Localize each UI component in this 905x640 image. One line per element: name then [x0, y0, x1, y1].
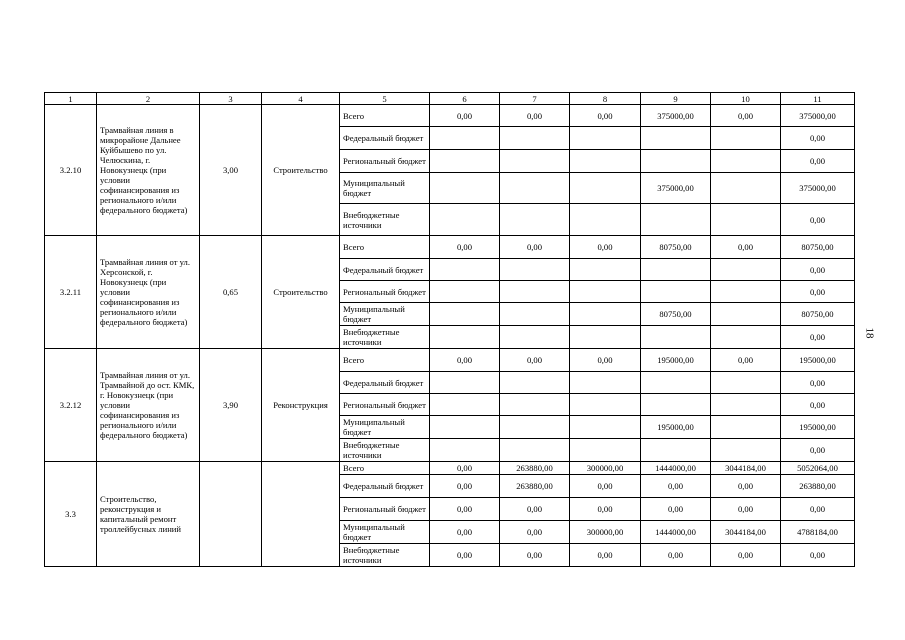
- amount-cell: [641, 372, 711, 394]
- amount-cell: 0,00: [641, 475, 711, 498]
- amount-cell: [570, 326, 641, 349]
- item-name: Трамвайная линия от ул. Трамвайной до ост. КМК, г. Новокузнецк (при условии софинансирования из регионального и/или федерального бюджета): [97, 349, 200, 462]
- funding-source: Всего: [340, 236, 430, 259]
- amount-cell: 0,00: [430, 349, 500, 372]
- amount-cell: [711, 259, 781, 281]
- amount-cell: [430, 281, 500, 303]
- amount-cell: [500, 394, 570, 416]
- amount-cell: 1444000,00: [641, 521, 711, 544]
- amount-cell: [500, 416, 570, 439]
- amount-cell: 0,00: [781, 498, 855, 521]
- amount-cell: 0,00: [500, 349, 570, 372]
- amount-cell: 0,00: [570, 475, 641, 498]
- amount-cell: 0,00: [711, 105, 781, 127]
- amount-cell: [500, 127, 570, 150]
- amount-cell: 375000,00: [641, 105, 711, 127]
- amount-cell: [430, 259, 500, 281]
- amount-cell: [711, 326, 781, 349]
- amount-cell: [641, 259, 711, 281]
- amount-cell: 195000,00: [641, 349, 711, 372]
- funding-source: Муниципальный бюджет: [340, 521, 430, 544]
- amount-cell: [430, 439, 500, 462]
- amount-cell: [500, 439, 570, 462]
- amount-cell: [430, 326, 500, 349]
- amount-cell: [641, 281, 711, 303]
- amount-cell: [711, 281, 781, 303]
- amount-cell: [500, 150, 570, 173]
- column-header: 11: [781, 93, 855, 105]
- amount-cell: 0,00: [711, 475, 781, 498]
- table-row: [45, 236, 855, 259]
- amount-cell: [641, 150, 711, 173]
- item-work-type: Строительство: [262, 105, 340, 236]
- column-header: 3: [200, 93, 262, 105]
- amount-cell: 375000,00: [781, 105, 855, 127]
- item-name: Трамвайная линия в микрорайоне Дальнее Куйбышево по ул. Челюскина, г. Новокузнецк (при условии софинансирования из регионального и/или федерального бюджета): [97, 105, 200, 236]
- item-work-type: Реконструкция: [262, 349, 340, 462]
- amount-cell: 375000,00: [641, 173, 711, 204]
- amount-cell: 0,00: [430, 475, 500, 498]
- amount-cell: 263880,00: [500, 475, 570, 498]
- amount-cell: [570, 204, 641, 236]
- amount-cell: [641, 394, 711, 416]
- item-work-type: [262, 462, 340, 567]
- amount-cell: [430, 416, 500, 439]
- amount-cell: 0,00: [570, 498, 641, 521]
- amount-cell: [430, 173, 500, 204]
- amount-cell: [711, 394, 781, 416]
- page-number: 18: [863, 327, 876, 339]
- amount-cell: [500, 372, 570, 394]
- amount-cell: 0,00: [781, 281, 855, 303]
- item-work-type: Строительство: [262, 236, 340, 349]
- amount-cell: [711, 372, 781, 394]
- item-length: [200, 462, 262, 567]
- amount-cell: [430, 127, 500, 150]
- amount-cell: 0,00: [641, 498, 711, 521]
- amount-cell: [711, 173, 781, 204]
- item-code: 3.2.12: [45, 349, 97, 462]
- amount-cell: [500, 173, 570, 204]
- amount-cell: [570, 416, 641, 439]
- amount-cell: 0,00: [570, 236, 641, 259]
- amount-cell: 80750,00: [641, 236, 711, 259]
- amount-cell: [711, 127, 781, 150]
- funding-source: Федеральный бюджет: [340, 372, 430, 394]
- amount-cell: [570, 394, 641, 416]
- amount-cell: 1444000,00: [641, 462, 711, 475]
- amount-cell: [570, 439, 641, 462]
- amount-cell: [570, 259, 641, 281]
- item-length: 0,65: [200, 236, 262, 349]
- amount-cell: 0,00: [500, 544, 570, 567]
- amount-cell: [711, 204, 781, 236]
- amount-cell: 0,00: [500, 498, 570, 521]
- table-row: [45, 349, 855, 372]
- amount-cell: 0,00: [430, 544, 500, 567]
- amount-cell: 0,00: [500, 236, 570, 259]
- amount-cell: [430, 303, 500, 326]
- financing-table: [44, 92, 855, 567]
- amount-cell: 0,00: [430, 462, 500, 475]
- item-length: 3,90: [200, 349, 262, 462]
- item-code: 3.2.10: [45, 105, 97, 236]
- amount-cell: [500, 303, 570, 326]
- amount-cell: 195000,00: [641, 416, 711, 439]
- amount-cell: 3044184,00: [711, 462, 781, 475]
- column-header: 7: [500, 93, 570, 105]
- amount-cell: [711, 439, 781, 462]
- funding-source: Региональный бюджет: [340, 498, 430, 521]
- amount-cell: 5052064,00: [781, 462, 855, 475]
- amount-cell: 0,00: [641, 544, 711, 567]
- amount-cell: [430, 372, 500, 394]
- funding-source: Федеральный бюджет: [340, 475, 430, 498]
- column-header: 9: [641, 93, 711, 105]
- amount-cell: [570, 150, 641, 173]
- amount-cell: 80750,00: [781, 236, 855, 259]
- funding-source: Региональный бюджет: [340, 394, 430, 416]
- funding-source: Муниципальный бюджет: [340, 173, 430, 204]
- amount-cell: [570, 173, 641, 204]
- table-row: [45, 462, 855, 475]
- column-header: 2: [97, 93, 200, 105]
- funding-source: Региональный бюджет: [340, 150, 430, 173]
- amount-cell: [641, 127, 711, 150]
- table-body: [45, 105, 855, 567]
- amount-cell: 300000,00: [570, 462, 641, 475]
- amount-cell: 4788184,00: [781, 521, 855, 544]
- amount-cell: [711, 416, 781, 439]
- amount-cell: 0,00: [781, 204, 855, 236]
- amount-cell: 0,00: [781, 544, 855, 567]
- amount-cell: [641, 439, 711, 462]
- item-length: 3,00: [200, 105, 262, 236]
- funding-source: Всего: [340, 349, 430, 372]
- amount-cell: [430, 204, 500, 236]
- amount-cell: [641, 326, 711, 349]
- funding-source: Внебюджетные источники: [340, 204, 430, 236]
- amount-cell: [430, 150, 500, 173]
- amount-cell: 263880,00: [781, 475, 855, 498]
- funding-source: Федеральный бюджет: [340, 259, 430, 281]
- amount-cell: 195000,00: [781, 416, 855, 439]
- amount-cell: 300000,00: [570, 521, 641, 544]
- amount-cell: 263880,00: [500, 462, 570, 475]
- funding-source: Внебюджетные источники: [340, 544, 430, 567]
- amount-cell: 0,00: [500, 521, 570, 544]
- amount-cell: 0,00: [781, 127, 855, 150]
- amount-cell: [500, 281, 570, 303]
- funding-source: Внебюджетные источники: [340, 439, 430, 462]
- column-number-row: [45, 93, 855, 105]
- column-header: 6: [430, 93, 500, 105]
- amount-cell: 0,00: [781, 326, 855, 349]
- amount-cell: 0,00: [781, 439, 855, 462]
- amount-cell: [500, 326, 570, 349]
- funding-source: Муниципальный бюджет: [340, 303, 430, 326]
- amount-cell: [711, 303, 781, 326]
- amount-cell: [711, 150, 781, 173]
- funding-source: Всего: [340, 105, 430, 127]
- amount-cell: 0,00: [781, 394, 855, 416]
- amount-cell: 0,00: [711, 498, 781, 521]
- amount-cell: 0,00: [781, 259, 855, 281]
- amount-cell: 0,00: [500, 105, 570, 127]
- column-header: 8: [570, 93, 641, 105]
- amount-cell: 0,00: [570, 544, 641, 567]
- amount-cell: 375000,00: [781, 173, 855, 204]
- funding-source: Федеральный бюджет: [340, 127, 430, 150]
- amount-cell: 0,00: [781, 372, 855, 394]
- amount-cell: [641, 204, 711, 236]
- item-code: 3.3: [45, 462, 97, 567]
- amount-cell: [570, 303, 641, 326]
- amount-cell: 0,00: [711, 349, 781, 372]
- amount-cell: [500, 204, 570, 236]
- amount-cell: 0,00: [570, 349, 641, 372]
- amount-cell: 0,00: [430, 105, 500, 127]
- amount-cell: [430, 394, 500, 416]
- column-header: 1: [45, 93, 97, 105]
- amount-cell: 80750,00: [781, 303, 855, 326]
- amount-cell: 195000,00: [781, 349, 855, 372]
- column-header: 5: [340, 93, 430, 105]
- amount-cell: 0,00: [781, 150, 855, 173]
- amount-cell: 0,00: [711, 544, 781, 567]
- amount-cell: [570, 372, 641, 394]
- funding-source: Всего: [340, 462, 430, 475]
- amount-cell: 80750,00: [641, 303, 711, 326]
- table-row: [45, 105, 855, 127]
- funding-source: Региональный бюджет: [340, 281, 430, 303]
- item-name: Трамвайная линия от ул. Херсонской, г. Новокузнецк (при условии софинансирования из регионального и/или федерального бюджета): [97, 236, 200, 349]
- amount-cell: 0,00: [430, 521, 500, 544]
- funding-source: Внебюджетные источники: [340, 326, 430, 349]
- amount-cell: 0,00: [430, 236, 500, 259]
- item-name: Строительство, реконструкция и капитальный ремонт троллейбусных линий: [97, 462, 200, 567]
- amount-cell: [570, 127, 641, 150]
- column-header: 10: [711, 93, 781, 105]
- amount-cell: 0,00: [570, 105, 641, 127]
- amount-cell: 0,00: [711, 236, 781, 259]
- amount-cell: [500, 259, 570, 281]
- amount-cell: 3044184,00: [711, 521, 781, 544]
- amount-cell: 0,00: [430, 498, 500, 521]
- funding-source: Муниципальный бюджет: [340, 416, 430, 439]
- item-code: 3.2.11: [45, 236, 97, 349]
- column-header: 4: [262, 93, 340, 105]
- amount-cell: [570, 281, 641, 303]
